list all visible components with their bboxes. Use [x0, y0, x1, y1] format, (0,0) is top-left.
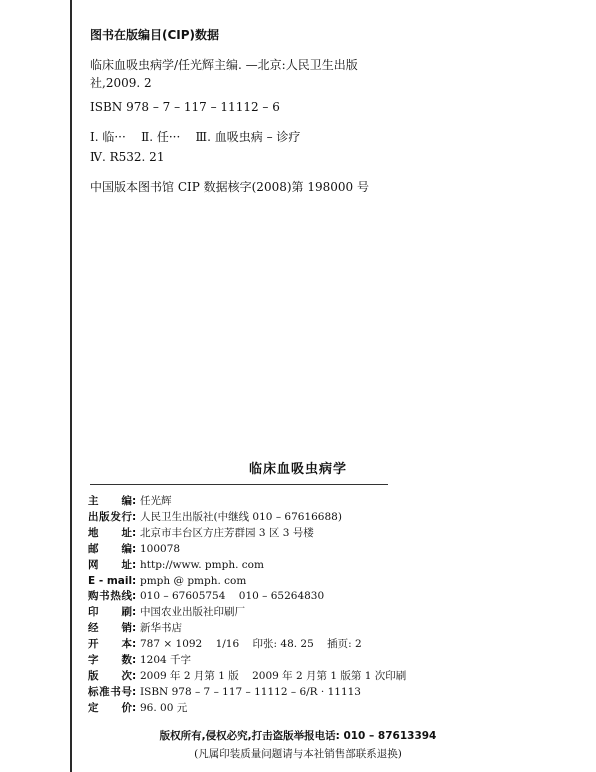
detail-colon: :: [132, 654, 137, 667]
cip-classification: Ⅳ. R532. 21: [90, 150, 165, 164]
cip-isbn: ISBN 978 – 7 – 117 – 11112 – 6: [90, 100, 280, 114]
cip-title: 图书在版编目(CIP)数据: [90, 28, 220, 42]
detail-value: 新华书店: [140, 622, 182, 635]
detail-row: [88, 494, 528, 510]
detail-colon: :: [132, 590, 137, 603]
copyright-notice: 版权所有,侵权必究,打击盗版举报电话: 010 – 87613394: [159, 730, 437, 742]
detail-value: 任光辉: [140, 495, 172, 507]
detail-row: [88, 589, 528, 605]
cip-block: [90, 26, 560, 196]
detail-row: [88, 685, 528, 701]
detail-row: [88, 653, 528, 669]
detail-colon: :: [132, 638, 137, 651]
detail-row: [88, 605, 528, 621]
cip-verification: 中国版本图书馆 CIP 数据核字(2008)第 198000 号: [90, 180, 369, 194]
detail-colon: :: [132, 495, 137, 507]
detail-colon: :: [132, 574, 137, 587]
cip-line-1: 临床血吸虫病学/任光辉主编. —北京:人民卫生出版: [90, 58, 358, 72]
detail-value: ISBN 978 – 7 – 117 – 11112 – 6/R · 11113: [140, 685, 361, 698]
detail-colon: :: [132, 622, 137, 635]
publication-details: [88, 494, 528, 717]
detail-colon: :: [132, 558, 137, 571]
cip-subjects: Ⅰ. 临··· Ⅱ. 任··· Ⅲ. 血吸虫病 – 诊疗: [90, 130, 301, 144]
detail-value: 人民卫生出版社(中继线 010 – 67616688): [140, 510, 342, 523]
margin-rule: [70, 0, 72, 772]
detail-label: 主编: [88, 495, 132, 507]
detail-colon: :: [132, 526, 137, 539]
detail-label: 购书热线: [88, 590, 132, 603]
detail-label: 标准书号: [88, 685, 132, 698]
detail-colon: :: [132, 701, 137, 714]
detail-value: 2009 年 2 月第 1 版 2009 年 2 月第 1 版第 1 次印刷: [140, 669, 407, 682]
detail-row: [88, 701, 528, 717]
detail-colon: :: [132, 542, 137, 555]
detail-label: 邮编: [88, 542, 132, 555]
detail-label: 网址: [88, 558, 132, 571]
detail-row: [88, 574, 528, 590]
detail-value: 96. 00 元: [140, 701, 188, 714]
detail-value: 1204 千字: [140, 654, 192, 667]
cip-line-2: 社,2009. 2: [90, 76, 152, 90]
detail-row: [88, 526, 528, 542]
detail-row: [88, 558, 528, 574]
detail-label: E - mail: [88, 574, 133, 587]
detail-colon: :: [132, 606, 137, 619]
title-divider: [90, 484, 388, 485]
detail-value: 100078: [140, 542, 181, 555]
detail-label: 版次: [88, 669, 132, 682]
quality-notice: (凡属印装质量问题请与本社销售部联系退换): [194, 748, 402, 760]
detail-value: 中国农业出版社印刷厂: [140, 606, 245, 619]
detail-label: 字数: [88, 654, 132, 667]
detail-row: [88, 669, 528, 685]
detail-label: 开本: [88, 638, 132, 651]
detail-label: 出版发行: [88, 510, 132, 523]
detail-value: 787 × 1092 1/16 印张: 48. 25 插页: 2: [140, 638, 362, 651]
detail-value: pmph @ pmph. com: [140, 574, 247, 587]
detail-colon: :: [132, 685, 137, 698]
detail-colon: :: [132, 510, 137, 523]
detail-label: 印刷: [88, 606, 132, 619]
detail-row: [88, 621, 528, 637]
detail-row: [88, 637, 528, 653]
detail-colon: :: [132, 669, 137, 682]
detail-value: 010 – 67605754 010 – 65264830: [140, 590, 325, 603]
detail-label: 经销: [88, 622, 132, 635]
book-title: 临床血吸虫病学: [248, 462, 347, 477]
detail-label: 地址: [88, 526, 132, 539]
detail-label: 定价: [88, 701, 132, 714]
detail-row: [88, 542, 528, 558]
detail-value: 北京市丰台区方庄芳群园 3 区 3 号楼: [140, 526, 314, 539]
detail-value: http://www. pmph. com: [140, 558, 264, 571]
detail-row: [88, 510, 528, 526]
